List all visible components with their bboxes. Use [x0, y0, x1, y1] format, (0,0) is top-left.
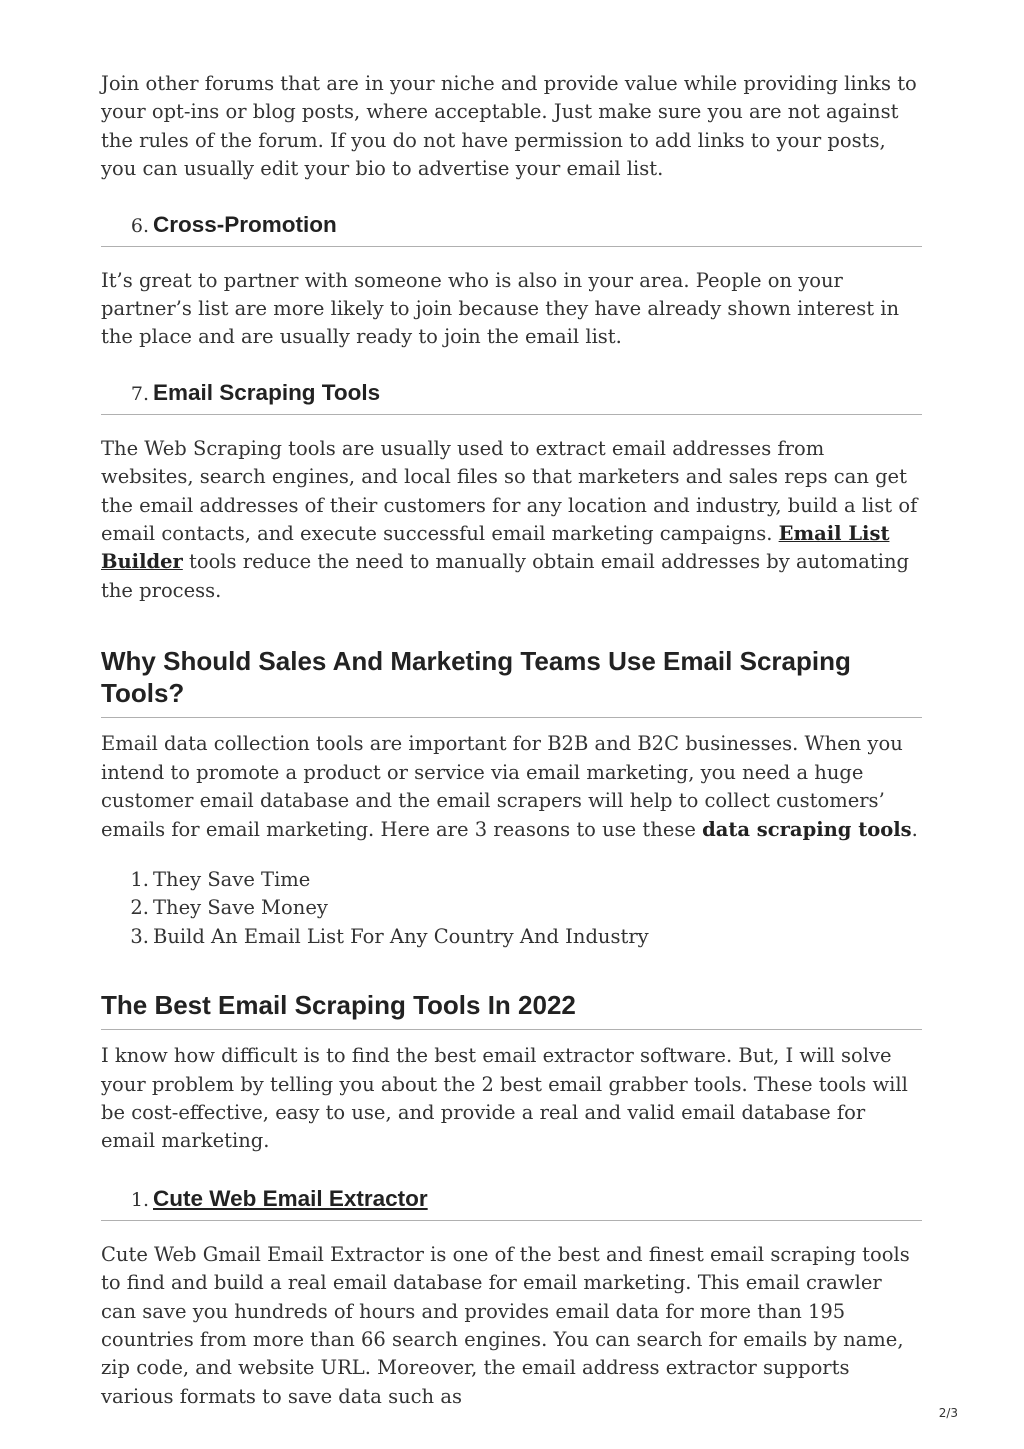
list-item-text: Build An Email List For Any Country And Industry	[153, 924, 649, 948]
list-item-text: They Save Time	[153, 867, 311, 891]
list-item	[101, 923, 922, 951]
list-item	[101, 894, 922, 922]
subheading-email-scraping-tools	[101, 380, 922, 415]
subheading-number: 1.	[130, 1188, 149, 1211]
bold-text: data scraping tools	[702, 817, 912, 841]
paragraph-text: tools reduce the need to manually obtain email addresses by automating the process.	[101, 550, 910, 602]
subheading-cross-promotion	[101, 212, 922, 247]
subheading-cute-web-email-extractor	[101, 1186, 922, 1221]
paragraph-cross-promotion: It’s great to partner with someone who is also in your area. People on your partner’s list are more likely to join because they have already shown interest in the place and are usually ready to join the email list.	[101, 268, 900, 349]
heading-why-use-tools: Why Should Sales And Marketing Teams Use Email Scraping Tools?	[101, 645, 922, 718]
list-item-number: 1.	[130, 867, 149, 891]
list-item-number: 2.	[130, 896, 149, 920]
paragraph-best-tools: I know how difficult is to find the best email extractor software. But, I will solve your problem by telling you about the 2 best email grabber tools. These tools will be cost-effective, easy to use, and provide a real and valid email database for email marketing.	[101, 1044, 908, 1153]
paragraph-scraping-tools	[101, 435, 922, 605]
paragraph-text: The Web Scraping tools are usually used to extract email addresses from websites, search engines, and local files so that marketers and sales reps can get the email addresses of their customers for any location and industry, build a list of email contacts, and execute successful email marketing campaigns.	[101, 436, 918, 546]
paragraph-text: .	[911, 817, 918, 841]
page-number: 2/3	[938, 1406, 958, 1420]
paragraph-text: Email data collection tools are important for B2B and B2C businesses. When you intend to promote a product or service via email marketing, you need a huge customer email database and the email scrapers will help to collect customers’ emails for email marketing. Here are 3 reasons to use these	[101, 732, 903, 841]
subheading-number: 7.	[130, 382, 149, 405]
reasons-list	[101, 866, 922, 951]
list-item	[101, 866, 922, 894]
paragraph-cute-web: Cute Web Gmail Email Extractor is one of the best and finest email scraping tools to find and build a real email database for email marketing. This email crawler can save you hundreds of hours and provides email data for more than 195 countries from more than 66 search engines. You can search for emails by name, zip code, and website URL. Moreover, the email address extractor supports various formats to save data such as	[101, 1242, 910, 1408]
email-list-builder-link[interactable]: Email List Builder	[101, 522, 890, 574]
list-item-number: 3.	[130, 924, 149, 948]
subheading-title: Cross-Promotion	[153, 211, 337, 237]
paragraph-why	[101, 730, 922, 844]
heading-best-tools: The Best Email Scraping Tools In 2022	[101, 989, 922, 1030]
article-content	[101, 70, 922, 1411]
paragraph-forums: Join other forums that are in your niche and provide value while providing links to your opt-ins or blog posts, where acceptable. Just make sure you are not against the rules of the forum. If you do not have permission to add links to your posts, you can usually edit your bio to advertise your email list.	[101, 72, 917, 181]
subheading-number: 6.	[130, 214, 149, 237]
list-item-text: They Save Money	[153, 896, 328, 920]
cute-web-email-extractor-link[interactable]: Cute Web Email Extractor	[153, 1185, 428, 1211]
subheading-title: Email Scraping Tools	[153, 379, 381, 405]
